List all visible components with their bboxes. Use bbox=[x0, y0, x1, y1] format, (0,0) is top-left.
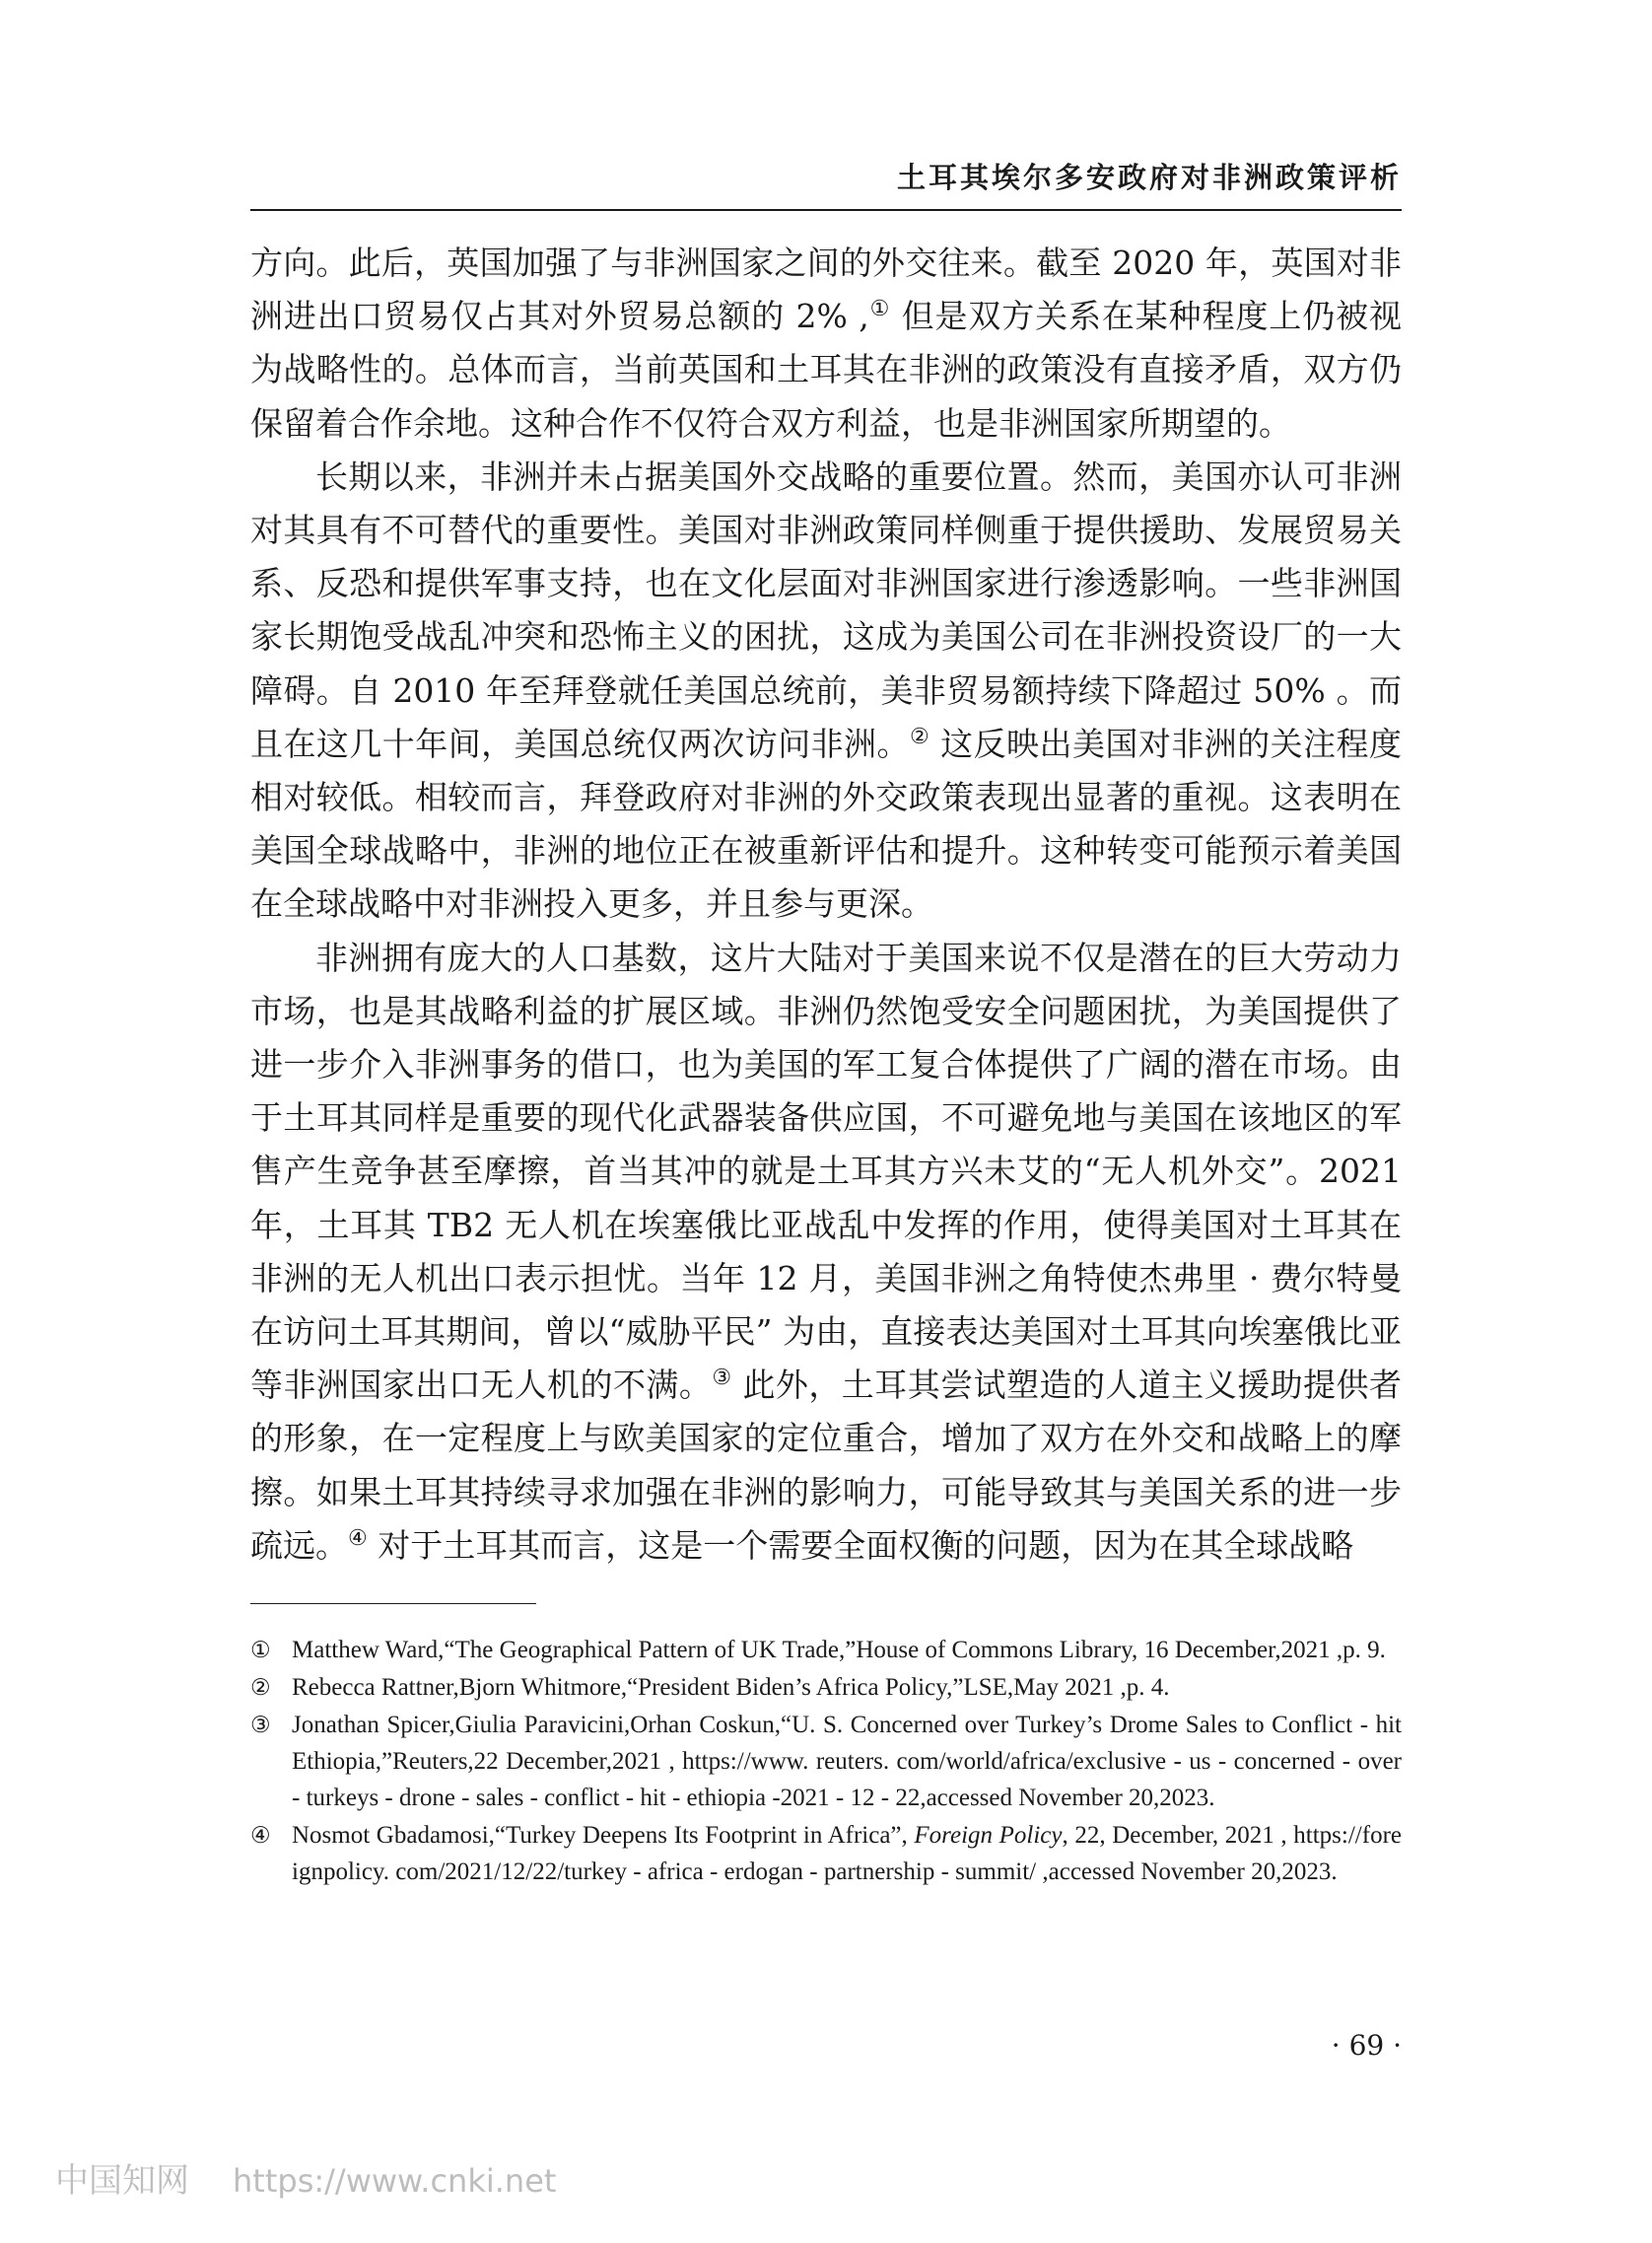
footnote-number: ② bbox=[250, 1675, 271, 1700]
paragraph-3-text-b: 此外，土耳其尝试塑造的人道主义援助提供者的形象，在一定程度上与欧美国家的定位重合，增加了双方在外交和战略上的摩擦。如果土耳其持续寻求加强在非洲的影响力，可能导致其与美国关系的进一步疏远。 bbox=[250, 1366, 1402, 1565]
body-text bbox=[250, 237, 1402, 1573]
journal-title: Foreign Policy bbox=[914, 1822, 1063, 1849]
paragraph-2-text-b: 这反映出美国对非洲的关注程度相对较低。相较而言，拜登政府对非洲的外交政策表现出显著的重视。这表明在美国全球战略中，非洲的地位正在被重新评估和提升。这种转变可能预示着美国在全球战略中对非洲投入更多，并且参与更深。 bbox=[250, 724, 1402, 924]
watermark-brand: 中国知网 bbox=[55, 2161, 189, 2201]
footnote-4 bbox=[250, 1817, 1402, 1890]
paragraph-3-text-c: 对于土耳其而言，这是一个需要全面权衡的问题，因为在其全球战略 bbox=[367, 1525, 1354, 1565]
footnote-text: Rebecca Rattner,Bjorn Whitmore,“President Biden’s Africa Policy,”LSE,May 2021 ,p. 4. bbox=[292, 1674, 1170, 1701]
footnote-number: ③ bbox=[250, 1713, 271, 1737]
footnote-ref-4[interactable]: ④ bbox=[348, 1525, 368, 1551]
page-number: · 69 · bbox=[1331, 2029, 1402, 2062]
running-header: 土耳其埃尔多安政府对非洲政策评析 bbox=[896, 161, 1402, 194]
footnote-ref-3[interactable]: ③ bbox=[712, 1366, 732, 1391]
paragraph-3 bbox=[250, 932, 1402, 1573]
watermark-url: https://www.cnki.net bbox=[233, 2162, 557, 2200]
paragraph-1 bbox=[250, 237, 1402, 451]
footnote-text: Jonathan Spicer,Giulia Paravicini,Orhan Coskun,“U. S. Concerned over Turkey’s Drome Sales to Conflict - hit Ethiopia,”Reuters,22 December,2021 , https://www. reuters. com/world/africa/exclusive - us - concerned - over - turkeys - drone - sales - conflict - hit - ethiopia -2021 - 12 - 22,accessed November 20,2023. bbox=[292, 1712, 1402, 1811]
footnote-ref-1[interactable]: ① bbox=[868, 297, 891, 322]
footnote-text bbox=[292, 1817, 1402, 1890]
paragraph-3-text: 非洲拥有庞大的人口基数，这片大陆对于美国来说不仅是潜在的巨大劳动力市场，也是其战略利益的扩展区域。非洲仍然饱受安全问题困扰，为美国提供了进一步介入非洲事务的借口，也为美国的军工复合体提供了广阔的潜在市场。由于土耳其同样是重要的现代化武器装备供应国，不可避免地与美国在该地区的军售产生竞争甚至摩擦，首当其冲的就是土耳其方兴未艾的“无人机外交”。2021 年，土耳其 TB2 无人机在埃塞俄比亚战乱中发挥的作用，使得美国对土耳其在非洲的无人机出口表示担忧。当年 12 月，美国非洲之角特使杰弗里 · 费尔特曼在访问土耳其期间，曾以“威胁平民” 为由，直接表达美国对土耳其向埃塞俄比亚等非洲国家出口无人机的不满。 bbox=[250, 938, 1402, 1405]
paragraph-2 bbox=[250, 451, 1402, 932]
watermark bbox=[55, 2153, 556, 2202]
paragraph-2-text: 长期以来，非洲并未占据美国外交战略的重要位置。然而，美国亦认可非洲对其具有不可替代的重要性。美国对非洲政策同样侧重于提供援助、发展贸易关系、反恐和提供军事支持，也在文化层面对非洲国家进行渗透影响。一些非洲国家长期饱受战乱冲突和恐怖主义的困扰，这成为美国公司在非洲投资设厂的一大障碍。自 2010 年至拜登就任美国总统前，美非贸易额持续下降超过 50% 。而且在这几十年间，美国总统仅两次访问非洲。 bbox=[250, 456, 1402, 763]
footnote-2 bbox=[250, 1669, 1402, 1706]
header-rule bbox=[250, 209, 1402, 211]
footnote-text: Matthew Ward,“The Geographical Pattern of UK Trade,”House of Commons Library, 16 December,2021 ,p. 9. bbox=[292, 1637, 1386, 1663]
footnotes bbox=[250, 1632, 1402, 1891]
footnote-rule bbox=[250, 1603, 536, 1604]
footnote-text-a: Nosmot Gbadamosi,“Turkey Deepens Its Footprint in Africa”, bbox=[292, 1822, 915, 1849]
footnote-number: ① bbox=[250, 1638, 271, 1662]
paragraph-1-text: 方向。此后，英国加强了与非洲国家之间的外交往来。截至 2020 年，英国对非洲进出口贸易仅占其对外贸易总额的 2% , bbox=[250, 244, 1402, 336]
footnote-text-b: , 22, December, 2021 , https://foreignpolicy. com/2021/12/22/turkey - africa - erdogan - partnership - summit/ ,accessed November 20,2023. bbox=[292, 1822, 1402, 1885]
paragraph-1-text-b: 但是双方关系在某种程度上仍被视为战略性的。总体而言，当前英国和土耳其在非洲的政策没有直接矛盾，双方仍保留着合作余地。这种合作不仅符合双方利益，也是非洲国家所期望的。 bbox=[250, 297, 1402, 443]
footnote-1 bbox=[250, 1632, 1402, 1668]
footnote-3 bbox=[250, 1707, 1402, 1816]
footnote-ref-2[interactable]: ② bbox=[910, 724, 930, 749]
footnote-number: ④ bbox=[250, 1823, 271, 1848]
